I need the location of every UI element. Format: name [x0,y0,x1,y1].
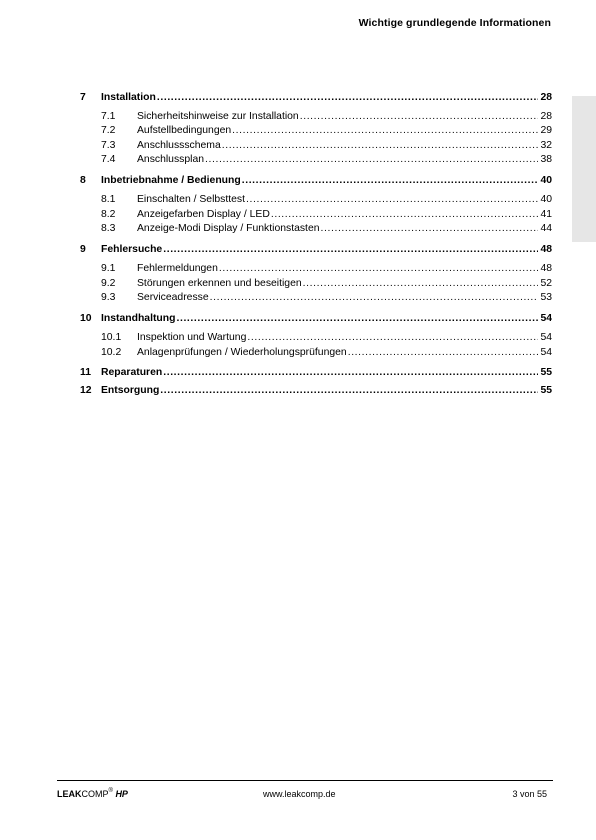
toc-entry-title: Anschlussschema [137,140,221,151]
toc-entry-title: Fehlersuche [101,244,163,255]
toc-entry-title: Störungen erkennen und beseitigen [137,278,302,289]
toc-section-entry[interactable] [80,222,552,235]
toc-chapter-entry[interactable] [80,243,552,256]
footer-brand: LEAKCOMP® HP [57,788,128,799]
toc-entry-number: 7.1 [101,111,116,122]
toc-entry-page: 28 [540,92,552,103]
footer-page-number: 3 von 55 [512,789,547,799]
toc-section-entry[interactable] [80,291,552,304]
toc-section-entry[interactable] [80,153,552,166]
toc-entry-page: 55 [540,385,552,396]
toc-chapter-entry[interactable] [80,366,552,379]
toc-entry-page: 40 [540,194,552,205]
toc-entry-page: 40 [540,175,552,186]
toc-dot-leader [242,174,538,187]
toc-entry-page: 54 [540,332,552,343]
toc-entry-number: 10.2 [101,347,122,358]
toc-section-entry[interactable] [80,193,552,206]
toc-chapter-entry[interactable] [80,312,552,325]
toc-dot-leader [157,91,538,104]
toc-entry-page: 29 [540,125,552,136]
toc-entry-title: Inbetriebnahme / Bedienung [101,175,241,186]
toc-dot-leader [160,384,538,397]
toc-entry-number: 9 [80,244,86,255]
toc-entry-number: 9.1 [101,263,116,274]
toc-entry-title: Anlagenprüfungen / Wiederholungsprüfungen [137,347,347,358]
toc-entry-title: Reparaturen [101,367,163,378]
toc-section-entry[interactable] [80,277,552,290]
toc-entry-title: Anzeigefarben Display / LED [137,209,270,220]
toc-dot-leader [176,312,538,325]
toc-entry-page: 44 [540,223,552,234]
toc-section-entry[interactable] [80,124,552,137]
toc-entry-number: 10 [80,313,92,324]
toc-dot-leader [205,153,538,166]
toc-entry-title: Installation [101,92,156,103]
toc-entry-number: 8.2 [101,209,116,220]
toc-entry-title: Anschlussplan [137,154,205,165]
toc-chapter-entry[interactable] [80,174,552,187]
toc-dot-leader [232,124,538,137]
toc-entry-number: 11 [80,367,91,378]
toc-section-entry[interactable] [80,110,552,123]
toc-entry-page: 38 [540,154,552,165]
toc-entry-title: Fehlermeldungen [137,263,218,274]
page-header-title: Wichtige grundlegende Informationen [358,17,551,29]
toc-dot-leader [222,139,538,152]
footer-website: www.leakcomp.de [263,789,336,799]
toc-dot-leader [246,193,538,206]
toc-dot-leader [300,110,538,123]
toc-entry-number: 8.1 [101,194,116,205]
toc-entry-number: 7 [80,92,86,103]
toc-dot-leader [163,366,538,379]
toc-chapter-entry[interactable] [80,91,552,104]
toc-dot-leader [271,208,538,221]
toc-dot-leader [321,222,538,235]
toc-entry-page: 54 [540,347,552,358]
toc-entry-page: 53 [540,292,552,303]
toc-entry-number: 7.4 [101,154,116,165]
chapter-side-tab [572,96,596,242]
toc-entry-title: Einschalten / Selbsttest [137,194,246,205]
toc-entry-number: 12 [80,385,92,396]
toc-entry-number: 8.3 [101,223,116,234]
toc-entry-page: 41 [540,209,552,220]
toc-entry-number: 7.2 [101,125,116,136]
toc-entry-title: Anzeige-Modi Display / Funktionstasten [137,223,320,234]
toc-dot-leader [303,277,538,290]
toc-section-entry[interactable] [80,262,552,275]
footer-rule [57,780,553,781]
toc-entry-title: Inspektion und Wartung [137,332,247,343]
toc-dot-leader [163,243,538,256]
toc-entry-title: Aufstellbedingungen [137,125,232,136]
toc-entry-page: 32 [540,140,552,151]
toc-section-entry[interactable] [80,208,552,221]
toc-entry-number: 7.3 [101,140,116,151]
toc-entry-title: Serviceadresse [137,292,209,303]
toc-chapter-entry[interactable] [80,384,552,397]
toc-entry-page: 48 [540,244,552,255]
toc-entry-number: 9.3 [101,292,116,303]
toc-dot-leader [348,346,538,359]
toc-section-entry[interactable] [80,139,552,152]
toc-dot-leader [219,262,538,275]
toc-entry-title: Sicherheitshinweise zur Installation [137,111,299,122]
toc-entry-title: Instandhaltung [101,313,176,324]
toc-entry-number: 8 [80,175,86,186]
toc-entry-number: 10.1 [101,332,122,343]
toc-section-entry[interactable] [80,331,552,344]
toc-entry-page: 28 [540,111,552,122]
toc-entry-number: 9.2 [101,278,116,289]
toc-entry-page: 55 [540,367,552,378]
toc-entry-page: 54 [540,313,552,324]
toc-dot-leader [247,331,538,344]
toc-entry-title: Entsorgung [101,385,160,396]
toc-entry-page: 48 [540,263,552,274]
toc-dot-leader [210,291,538,304]
toc-section-entry[interactable] [80,346,552,359]
toc-entry-page: 52 [540,278,552,289]
